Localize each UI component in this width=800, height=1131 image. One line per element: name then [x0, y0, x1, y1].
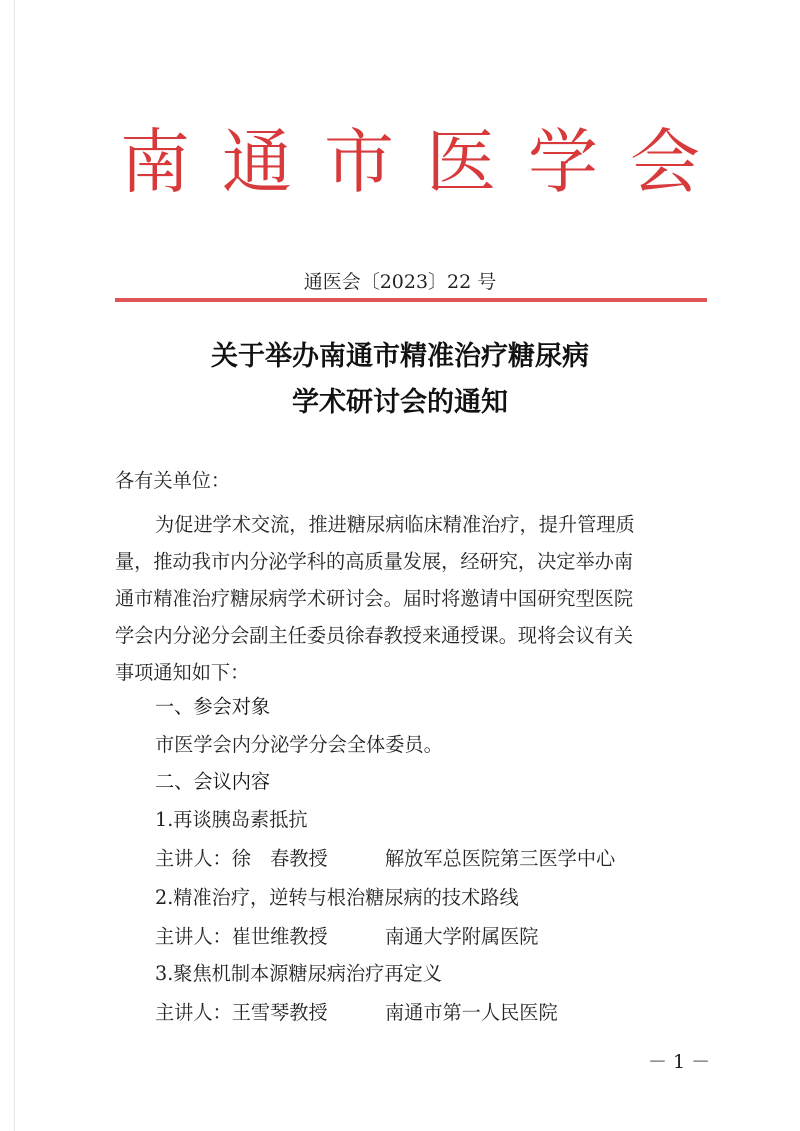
section-heading-attendees: 一、参会对象 [155, 695, 271, 718]
letterhead-char: 医 [426, 121, 496, 203]
talk-title: 2.精准治疗，逆转与根治糖尿病的技术路线 [155, 886, 519, 909]
talk-title: 1.再谈胰岛素抵抗 [155, 808, 308, 831]
letterhead-char: 学 [528, 121, 598, 203]
red-divider-rule [115, 298, 707, 302]
talk-affiliation: 解放军总医院第三医学中心 [385, 847, 616, 870]
talk-speaker-row [155, 998, 558, 1028]
attendees-text: 市医学会内分泌学分会全体委员。 [155, 733, 443, 756]
salutation: 各有关单位： [115, 469, 231, 492]
scan-edge-line [14, 0, 15, 1131]
letterhead-char: 南 [120, 121, 190, 203]
body-line: 学会内分泌分会副主任委员徐春教授来通授课。现将会议有关 [115, 624, 634, 647]
page-number: － 1 － [648, 1051, 711, 1073]
letterhead-char: 通 [222, 121, 292, 203]
notice-title-line-1: 关于举办南通市精准治疗糖尿病 [211, 341, 589, 372]
body-line: 量，推动我市内分泌学科的高质量发展，经研究，决定举办南 [115, 550, 634, 573]
notice-title-line-2: 学术研讨会的通知 [292, 387, 508, 418]
section-heading-content: 二、会议内容 [155, 770, 271, 793]
talk-speaker: 主讲人：徐 春教授 [155, 847, 328, 870]
talk-speaker: 主讲人：崔世维教授 [155, 925, 328, 948]
letterhead-title [120, 117, 700, 207]
talk-title: 3.聚焦机制本源糖尿病治疗再定义 [155, 962, 442, 985]
document-number: 通医会〔2023〕22 号 [303, 271, 497, 293]
body-line: 通市精准治疗糖尿病学术研讨会。届时将邀请中国研究型医院 [115, 587, 634, 610]
talk-affiliation: 南通大学附属医院 [385, 925, 539, 948]
talk-speaker-row [155, 922, 539, 952]
talk-speaker: 主讲人：王雪琴教授 [155, 1001, 328, 1024]
letterhead-char: 会 [630, 121, 700, 203]
body-line: 为促进学术交流，推进糖尿病临床精准治疗，提升管理质 [155, 513, 635, 536]
letterhead-char: 市 [324, 121, 394, 203]
talk-speaker-row [155, 844, 615, 874]
body-line: 事项通知如下： [115, 661, 250, 684]
talk-affiliation: 南通市第一人民医院 [385, 1001, 558, 1024]
